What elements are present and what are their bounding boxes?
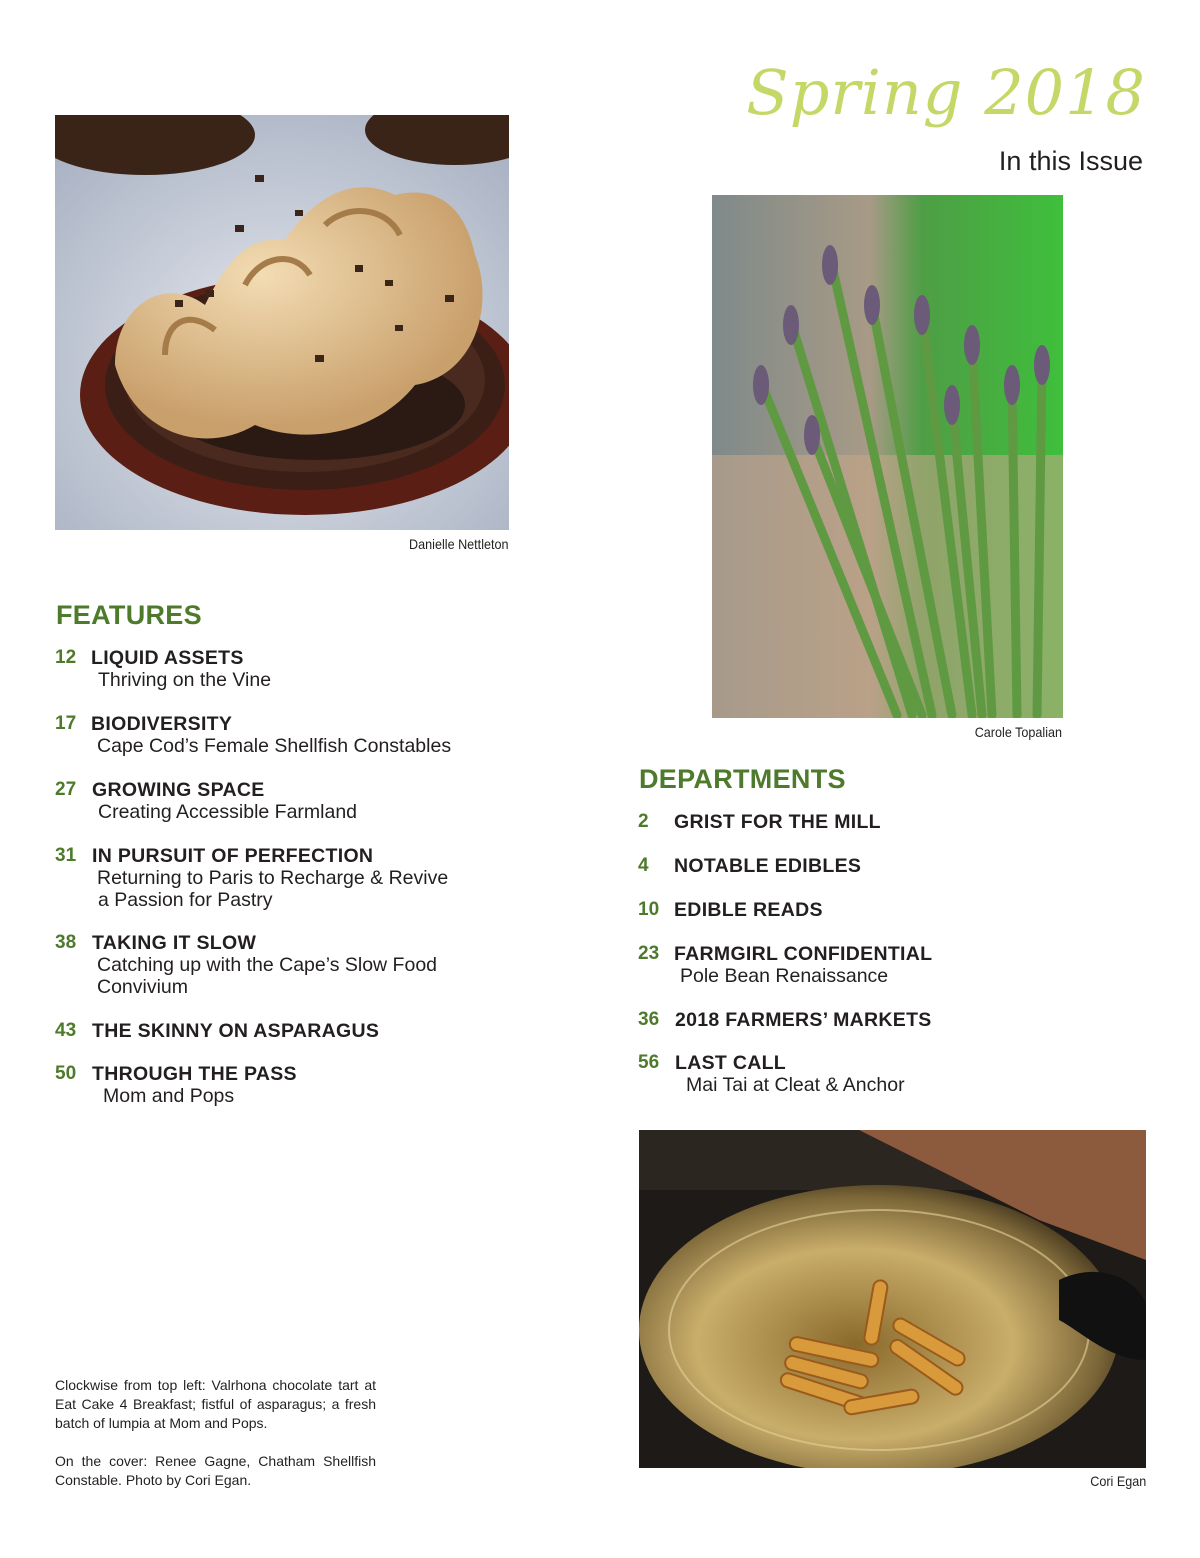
photo-credit-tart: Danielle Nettleton bbox=[409, 536, 509, 552]
feature-subtitle: Mom and Pops bbox=[103, 1085, 235, 1107]
feature-entry[interactable] bbox=[55, 713, 451, 757]
department-page-number: 56 bbox=[638, 1052, 660, 1073]
feature-subtitle: Creating Accessible Farmland bbox=[98, 801, 358, 823]
feature-page-number: 31 bbox=[55, 845, 77, 866]
feature-subtitle: Cape Cod’s Female Shellfish Constables bbox=[97, 735, 452, 757]
issue-season-title: Spring 2018 bbox=[746, 56, 1146, 129]
department-entry[interactable] bbox=[638, 899, 823, 921]
feature-entry[interactable] bbox=[55, 779, 357, 823]
department-entry[interactable] bbox=[638, 1009, 932, 1031]
photo-caption: Clockwise from top left: Valrhona chocolate tart at Eat Cake 4 Breakfast; fistful of asparagus; a fresh batch of lumpia at Mom and Pops. bbox=[55, 1377, 376, 1431]
department-title: LAST CALL bbox=[675, 1052, 787, 1074]
feature-title: TAKING IT SLOW bbox=[92, 932, 257, 954]
department-page-number: 36 bbox=[638, 1009, 660, 1030]
department-title: GRIST FOR THE MILL bbox=[674, 811, 881, 833]
feature-entry[interactable] bbox=[55, 932, 437, 998]
feature-subtitle: Returning to Paris to Recharge & Revive bbox=[97, 867, 449, 889]
department-page-number: 4 bbox=[638, 855, 649, 876]
feature-page-number: 38 bbox=[55, 932, 77, 953]
photo-credit-asparagus: Carole Topalian bbox=[974, 724, 1062, 740]
features-heading: FEATURES bbox=[56, 600, 202, 630]
department-page-number: 2 bbox=[638, 811, 649, 832]
feature-title: LIQUID ASSETS bbox=[91, 647, 244, 669]
department-title: 2018 FARMERS’ MARKETS bbox=[675, 1009, 932, 1031]
feature-title: THE SKINNY ON ASPARAGUS bbox=[92, 1020, 380, 1042]
cover-caption: On the cover: Renee Gagne, Chatham Shellfish Constable. Photo by Cori Egan. bbox=[55, 1453, 376, 1488]
feature-subtitle: a Passion for Pastry bbox=[98, 889, 273, 911]
feature-page-number: 43 bbox=[55, 1020, 77, 1041]
feature-entry[interactable] bbox=[55, 647, 271, 691]
department-subtitle: Pole Bean Renaissance bbox=[680, 965, 889, 987]
feature-entry[interactable] bbox=[55, 1020, 379, 1042]
feature-page-number: 17 bbox=[55, 713, 77, 734]
department-page-number: 10 bbox=[638, 899, 660, 920]
department-entry[interactable] bbox=[638, 943, 932, 987]
department-entry[interactable] bbox=[638, 811, 881, 833]
chocolate-tart-photo bbox=[55, 115, 509, 530]
issue-label: In this Issue bbox=[998, 146, 1143, 176]
feature-subtitle: Thriving on the Vine bbox=[98, 669, 272, 691]
asparagus-photo bbox=[712, 195, 1063, 718]
feature-title: GROWING SPACE bbox=[92, 779, 265, 801]
department-title: EDIBLE READS bbox=[674, 899, 823, 921]
feature-title: BIODIVERSITY bbox=[91, 713, 233, 735]
department-entry[interactable] bbox=[638, 1052, 905, 1096]
photo-credit-bowl: Cori Egan bbox=[1089, 1473, 1146, 1489]
feature-page-number: 27 bbox=[55, 779, 77, 800]
departments-heading: DEPARTMENTS bbox=[639, 764, 846, 794]
feature-title: IN PURSUIT OF PERFECTION bbox=[92, 845, 374, 867]
feature-page-number: 12 bbox=[55, 647, 77, 668]
feature-subtitle: Convivium bbox=[97, 976, 189, 998]
lumpia-bowl-photo bbox=[639, 1130, 1146, 1468]
feature-page-number: 50 bbox=[55, 1063, 77, 1084]
department-subtitle: Mai Tai at Cleat & Anchor bbox=[686, 1074, 905, 1096]
department-entry[interactable] bbox=[638, 855, 861, 877]
department-title: FARMGIRL CONFIDENTIAL bbox=[674, 943, 933, 965]
feature-subtitle: Catching up with the Cape’s Slow Food bbox=[97, 954, 438, 976]
feature-title: THROUGH THE PASS bbox=[92, 1063, 297, 1085]
department-page-number: 23 bbox=[638, 943, 660, 964]
feature-entry[interactable] bbox=[55, 1063, 297, 1107]
department-title: NOTABLE EDIBLES bbox=[674, 855, 862, 877]
feature-entry[interactable] bbox=[55, 845, 448, 911]
